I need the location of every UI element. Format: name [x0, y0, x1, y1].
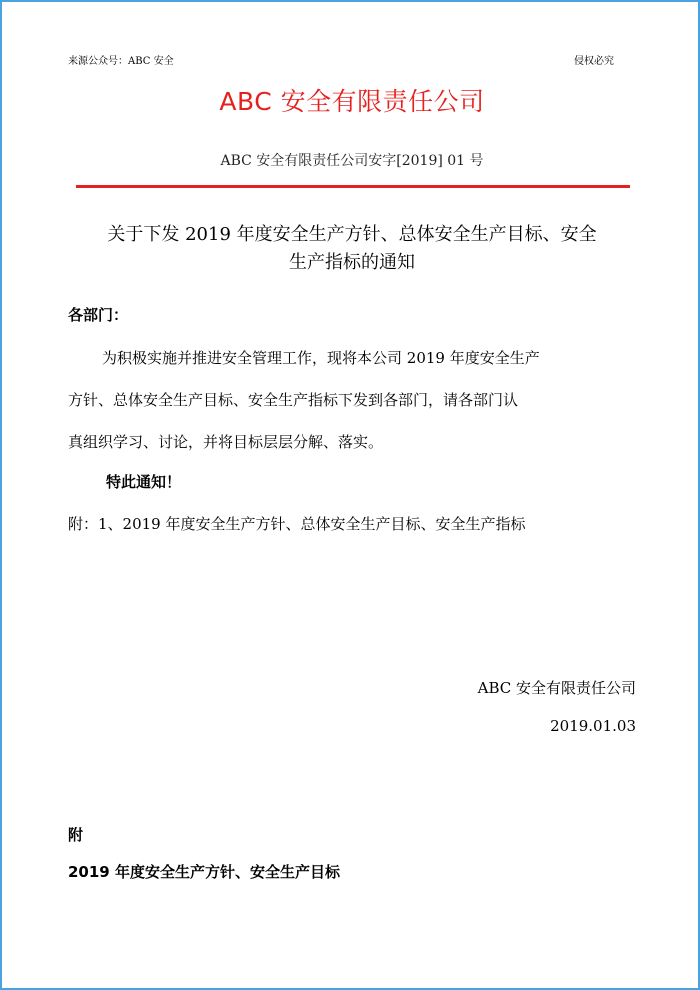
letterhead-company-title: ABC 安全有限责任公司: [219, 87, 485, 116]
appendix-heading: 附: [68, 826, 84, 844]
attachment-line: 附：1、2019 年度安全生产方针、总体安全生产目标、安全生产指标: [68, 515, 526, 533]
document-number: ABC 安全有限责任公司安字[2019] 01 号: [220, 153, 484, 169]
signature-company: ABC 安全有限责任公司: [477, 679, 636, 697]
header-rights: 侵权必究: [574, 56, 614, 67]
letterhead-red-rule: [76, 185, 630, 188]
body-line: 方针、总体安全生产目标、安全生产指标下发到各部门，请各部门认: [68, 391, 519, 409]
body-line: 真组织学习、讨论，并将目标层层分解、落实。: [68, 433, 384, 451]
appendix-title: 2019 年度安全生产方针、安全生产目标: [68, 863, 340, 881]
header-source: 来源公众号：ABC 安全: [68, 56, 174, 67]
special-notice: 特此通知！: [106, 473, 182, 491]
notice-title-line1: 关于下发 2019 年度安全生产方针、总体安全生产目标、安全: [107, 224, 597, 245]
notice-title-line2: 生产指标的通知: [289, 252, 415, 273]
body-line: 为积极实施并推进安全管理工作，现将本公司 2019 年度安全生产: [102, 349, 540, 367]
salutation: 各部门：: [68, 306, 129, 324]
signature-date: 2019.01.03: [550, 717, 636, 735]
